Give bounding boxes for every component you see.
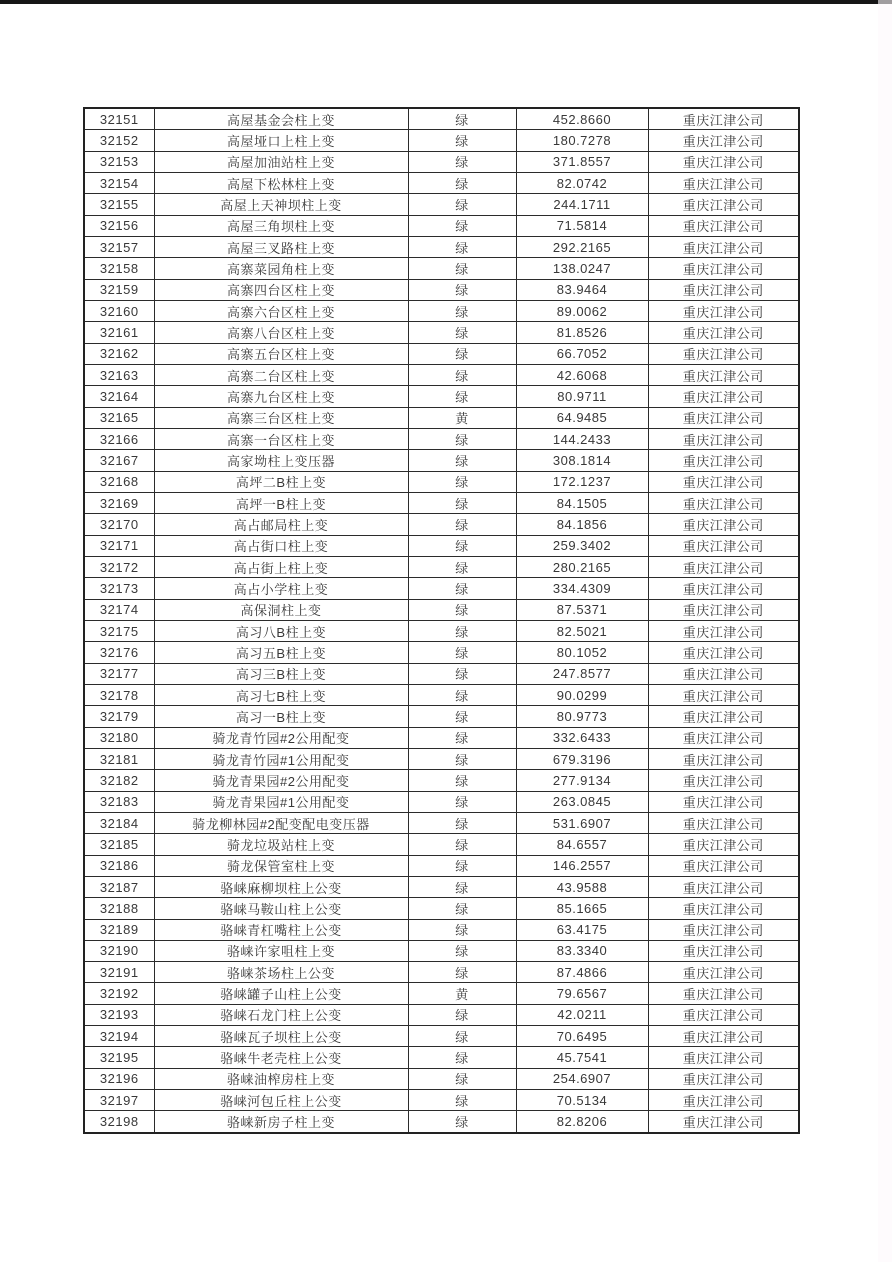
cell-record-id: 32180	[84, 727, 154, 748]
table-row	[84, 1004, 799, 1025]
cell-company: 重庆江津公司	[648, 834, 799, 855]
cell-value: 42.6068	[516, 364, 648, 385]
table-row	[84, 578, 799, 599]
table-row	[84, 1026, 799, 1047]
table-row	[84, 364, 799, 385]
cell-value: 254.6907	[516, 1068, 648, 1089]
cell-company: 重庆江津公司	[648, 386, 799, 407]
cell-status-color: 绿	[408, 898, 516, 919]
table-row	[84, 556, 799, 577]
cell-company: 重庆江津公司	[648, 215, 799, 236]
cell-record-id: 32195	[84, 1047, 154, 1068]
cell-status-color: 绿	[408, 1026, 516, 1047]
cell-status-color: 绿	[408, 386, 516, 407]
cell-company: 重庆江津公司	[648, 258, 799, 279]
transformer-table-body	[84, 108, 799, 1133]
cell-company: 重庆江津公司	[648, 898, 799, 919]
cell-value: 84.6557	[516, 834, 648, 855]
cell-record-id: 32167	[84, 450, 154, 471]
cell-value: 277.9134	[516, 770, 648, 791]
cell-status-color: 绿	[408, 322, 516, 343]
cell-record-id: 32193	[84, 1004, 154, 1025]
table-row	[84, 322, 799, 343]
cell-transformer-name: 骑龙青果园#2公用配变	[154, 770, 408, 791]
cell-record-id: 32187	[84, 876, 154, 897]
cell-company: 重庆江津公司	[648, 1004, 799, 1025]
cell-status-color: 绿	[408, 962, 516, 983]
cell-record-id: 32170	[84, 514, 154, 535]
cell-value: 263.0845	[516, 791, 648, 812]
cell-transformer-name: 高屋三角坝柱上变	[154, 215, 408, 236]
cell-value: 84.1505	[516, 492, 648, 513]
cell-status-color: 绿	[408, 535, 516, 556]
cell-record-id: 32185	[84, 834, 154, 855]
cell-record-id: 32158	[84, 258, 154, 279]
cell-record-id: 32196	[84, 1068, 154, 1089]
cell-status-color: 绿	[408, 556, 516, 577]
cell-record-id: 32174	[84, 599, 154, 620]
table-row	[84, 791, 799, 812]
cell-transformer-name: 骆崃麻柳坝柱上公变	[154, 876, 408, 897]
cell-transformer-name: 高屋三叉路柱上变	[154, 237, 408, 258]
cell-transformer-name: 高占街上柱上变	[154, 556, 408, 577]
table-row	[84, 599, 799, 620]
cell-transformer-name: 骆崃河包丘柱上公变	[154, 1090, 408, 1111]
cell-record-id: 32194	[84, 1026, 154, 1047]
cell-status-color: 绿	[408, 1047, 516, 1068]
cell-value: 138.0247	[516, 258, 648, 279]
cell-status-color: 绿	[408, 1090, 516, 1111]
cell-value: 45.7541	[516, 1047, 648, 1068]
cell-company: 重庆江津公司	[648, 1111, 799, 1133]
cell-record-id: 32192	[84, 983, 154, 1004]
cell-value: 292.2165	[516, 237, 648, 258]
cell-status-color: 绿	[408, 258, 516, 279]
cell-company: 重庆江津公司	[648, 663, 799, 684]
cell-status-color: 绿	[408, 130, 516, 151]
cell-transformer-name: 骆崃许家咀柱上变	[154, 940, 408, 961]
cell-transformer-name: 高屋加油站柱上变	[154, 151, 408, 172]
cell-record-id: 32178	[84, 684, 154, 705]
cell-record-id: 32162	[84, 343, 154, 364]
table-row	[84, 834, 799, 855]
cell-value: 146.2557	[516, 855, 648, 876]
cell-transformer-name: 高寨九台区柱上变	[154, 386, 408, 407]
table-row	[84, 940, 799, 961]
cell-record-id: 32166	[84, 428, 154, 449]
table-row	[84, 876, 799, 897]
cell-transformer-name: 骑龙垃圾站柱上变	[154, 834, 408, 855]
cell-record-id: 32157	[84, 237, 154, 258]
cell-value: 66.7052	[516, 343, 648, 364]
cell-transformer-name: 高寨二台区柱上变	[154, 364, 408, 385]
cell-transformer-name: 高习七B柱上变	[154, 684, 408, 705]
cell-status-color: 绿	[408, 237, 516, 258]
cell-transformer-name: 骑龙青竹园#1公用配变	[154, 748, 408, 769]
table-row	[84, 1090, 799, 1111]
table-row	[84, 620, 799, 641]
cell-value: 42.0211	[516, 1004, 648, 1025]
table-row	[84, 962, 799, 983]
table-row	[84, 108, 799, 130]
cell-transformer-name: 高保洞柱上变	[154, 599, 408, 620]
table-row	[84, 919, 799, 940]
cell-status-color: 绿	[408, 578, 516, 599]
cell-value: 82.5021	[516, 620, 648, 641]
table-row	[84, 151, 799, 172]
cell-transformer-name: 高寨五台区柱上变	[154, 343, 408, 364]
cell-company: 重庆江津公司	[648, 108, 799, 130]
cell-status-color: 绿	[408, 450, 516, 471]
table-row	[84, 450, 799, 471]
cell-transformer-name: 高占邮局柱上变	[154, 514, 408, 535]
cell-company: 重庆江津公司	[648, 450, 799, 471]
cell-record-id: 32164	[84, 386, 154, 407]
cell-transformer-name: 高屋下松林柱上变	[154, 173, 408, 194]
cell-record-id: 32161	[84, 322, 154, 343]
table-row	[84, 812, 799, 833]
cell-status-color: 绿	[408, 876, 516, 897]
cell-transformer-name: 高寨八台区柱上变	[154, 322, 408, 343]
cell-company: 重庆江津公司	[648, 983, 799, 1004]
cell-record-id: 32177	[84, 663, 154, 684]
cell-record-id: 32190	[84, 940, 154, 961]
cell-value: 87.4866	[516, 962, 648, 983]
table-row	[84, 407, 799, 428]
cell-company: 重庆江津公司	[648, 173, 799, 194]
cell-company: 重庆江津公司	[648, 364, 799, 385]
cell-record-id: 32169	[84, 492, 154, 513]
cell-record-id: 32156	[84, 215, 154, 236]
cell-status-color: 绿	[408, 1068, 516, 1089]
cell-value: 247.8577	[516, 663, 648, 684]
cell-value: 80.1052	[516, 642, 648, 663]
cell-company: 重庆江津公司	[648, 407, 799, 428]
cell-record-id: 32182	[84, 770, 154, 791]
table-row	[84, 770, 799, 791]
cell-transformer-name: 高习一B柱上变	[154, 706, 408, 727]
cell-status-color: 绿	[408, 215, 516, 236]
cell-status-color: 绿	[408, 364, 516, 385]
table-row	[84, 215, 799, 236]
cell-value: 180.7278	[516, 130, 648, 151]
cell-company: 重庆江津公司	[648, 876, 799, 897]
cell-company: 重庆江津公司	[648, 300, 799, 321]
cell-transformer-name: 高寨三台区柱上变	[154, 407, 408, 428]
table-row	[84, 1111, 799, 1133]
cell-value: 70.6495	[516, 1026, 648, 1047]
cell-status-color: 绿	[408, 428, 516, 449]
cell-status-color: 绿	[408, 791, 516, 812]
cell-company: 重庆江津公司	[648, 706, 799, 727]
cell-record-id: 32191	[84, 962, 154, 983]
cell-record-id: 32168	[84, 471, 154, 492]
cell-record-id: 32176	[84, 642, 154, 663]
cell-status-color: 绿	[408, 919, 516, 940]
table-row	[84, 983, 799, 1004]
cell-status-color: 绿	[408, 492, 516, 513]
table-row	[84, 343, 799, 364]
cell-company: 重庆江津公司	[648, 962, 799, 983]
table-row	[84, 386, 799, 407]
table-row	[84, 471, 799, 492]
cell-transformer-name: 骆崃油榨房柱上变	[154, 1068, 408, 1089]
cell-transformer-name: 骆崃瓦子坝柱上公变	[154, 1026, 408, 1047]
page-top-border	[0, 0, 892, 4]
cell-record-id: 32152	[84, 130, 154, 151]
cell-status-color: 绿	[408, 620, 516, 641]
cell-company: 重庆江津公司	[648, 322, 799, 343]
cell-value: 172.1237	[516, 471, 648, 492]
cell-transformer-name: 骆崃罐子山柱上公变	[154, 983, 408, 1004]
cell-company: 重庆江津公司	[648, 1090, 799, 1111]
cell-value: 531.6907	[516, 812, 648, 833]
cell-transformer-name: 高寨菜园角柱上变	[154, 258, 408, 279]
cell-transformer-name: 骆崃青杠嘴柱上公变	[154, 919, 408, 940]
cell-record-id: 32151	[84, 108, 154, 130]
cell-value: 79.6567	[516, 983, 648, 1004]
cell-value: 244.1711	[516, 194, 648, 215]
cell-company: 重庆江津公司	[648, 471, 799, 492]
cell-transformer-name: 高寨一台区柱上变	[154, 428, 408, 449]
cell-record-id: 32197	[84, 1090, 154, 1111]
cell-company: 重庆江津公司	[648, 428, 799, 449]
table-row	[84, 300, 799, 321]
cell-status-color: 绿	[408, 748, 516, 769]
cell-record-id: 32171	[84, 535, 154, 556]
cell-company: 重庆江津公司	[648, 855, 799, 876]
cell-value: 280.2165	[516, 556, 648, 577]
cell-record-id: 32181	[84, 748, 154, 769]
cell-company: 重庆江津公司	[648, 812, 799, 833]
cell-transformer-name: 骆崃石龙门柱上公变	[154, 1004, 408, 1025]
table-row	[84, 237, 799, 258]
table-row	[84, 898, 799, 919]
cell-value: 87.5371	[516, 599, 648, 620]
cell-company: 重庆江津公司	[648, 514, 799, 535]
cell-transformer-name: 高屋基金会柱上变	[154, 108, 408, 130]
cell-status-color: 黄	[408, 983, 516, 1004]
table-row	[84, 173, 799, 194]
cell-value: 81.8526	[516, 322, 648, 343]
cell-status-color: 绿	[408, 514, 516, 535]
cell-record-id: 32198	[84, 1111, 154, 1133]
cell-status-color: 绿	[408, 300, 516, 321]
cell-transformer-name: 骆崃牛老壳柱上公变	[154, 1047, 408, 1068]
cell-status-color: 绿	[408, 471, 516, 492]
cell-value: 83.9464	[516, 279, 648, 300]
cell-status-color: 绿	[408, 684, 516, 705]
cell-status-color: 绿	[408, 706, 516, 727]
cell-transformer-name: 骆崃茶场柱上公变	[154, 962, 408, 983]
cell-transformer-name: 高寨四台区柱上变	[154, 279, 408, 300]
table-row	[84, 130, 799, 151]
cell-transformer-name: 高占小学柱上变	[154, 578, 408, 599]
cell-record-id: 32163	[84, 364, 154, 385]
cell-status-color: 绿	[408, 108, 516, 130]
cell-company: 重庆江津公司	[648, 194, 799, 215]
cell-status-color: 绿	[408, 663, 516, 684]
cell-company: 重庆江津公司	[648, 237, 799, 258]
cell-transformer-name: 骆崃新房子柱上变	[154, 1111, 408, 1133]
cell-status-color: 绿	[408, 194, 516, 215]
cell-record-id: 32172	[84, 556, 154, 577]
cell-value: 452.8660	[516, 108, 648, 130]
cell-transformer-name: 骑龙柳林园#2配变配电变压器	[154, 812, 408, 833]
cell-transformer-name: 骑龙青果园#1公用配变	[154, 791, 408, 812]
cell-record-id: 32179	[84, 706, 154, 727]
table-row	[84, 428, 799, 449]
cell-status-color: 绿	[408, 173, 516, 194]
cell-value: 80.9711	[516, 386, 648, 407]
cell-company: 重庆江津公司	[648, 1026, 799, 1047]
cell-record-id: 32183	[84, 791, 154, 812]
cell-value: 70.5134	[516, 1090, 648, 1111]
cell-company: 重庆江津公司	[648, 535, 799, 556]
cell-value: 80.9773	[516, 706, 648, 727]
cell-value: 84.1856	[516, 514, 648, 535]
table-row	[84, 748, 799, 769]
cell-status-color: 绿	[408, 727, 516, 748]
cell-status-color: 绿	[408, 343, 516, 364]
cell-value: 308.1814	[516, 450, 648, 471]
cell-status-color: 绿	[408, 812, 516, 833]
cell-status-color: 绿	[408, 151, 516, 172]
cell-company: 重庆江津公司	[648, 684, 799, 705]
cell-value: 90.0299	[516, 684, 648, 705]
cell-value: 83.3340	[516, 940, 648, 961]
table-row	[84, 706, 799, 727]
cell-record-id: 32189	[84, 919, 154, 940]
cell-status-color: 绿	[408, 642, 516, 663]
cell-record-id: 32165	[84, 407, 154, 428]
cell-transformer-name: 骆崃马鞍山柱上公变	[154, 898, 408, 919]
cell-status-color: 绿	[408, 1111, 516, 1133]
cell-company: 重庆江津公司	[648, 642, 799, 663]
cell-company: 重庆江津公司	[648, 1047, 799, 1068]
transformer-table	[83, 107, 800, 1134]
cell-value: 679.3196	[516, 748, 648, 769]
cell-value: 89.0062	[516, 300, 648, 321]
cell-transformer-name: 高坪二B柱上变	[154, 471, 408, 492]
cell-company: 重庆江津公司	[648, 279, 799, 300]
table-row	[84, 1047, 799, 1068]
cell-transformer-name: 高坪一B柱上变	[154, 492, 408, 513]
table-row	[84, 535, 799, 556]
cell-status-color: 绿	[408, 855, 516, 876]
cell-record-id: 32153	[84, 151, 154, 172]
cell-company: 重庆江津公司	[648, 1068, 799, 1089]
cell-record-id: 32175	[84, 620, 154, 641]
cell-record-id: 32184	[84, 812, 154, 833]
cell-record-id: 32159	[84, 279, 154, 300]
cell-company: 重庆江津公司	[648, 578, 799, 599]
table-row	[84, 684, 799, 705]
cell-record-id: 32154	[84, 173, 154, 194]
cell-status-color: 绿	[408, 1004, 516, 1025]
cell-value: 82.0742	[516, 173, 648, 194]
cell-value: 144.2433	[516, 428, 648, 449]
cell-transformer-name: 高屋上天神坝柱上变	[154, 194, 408, 215]
table-row	[84, 855, 799, 876]
cell-company: 重庆江津公司	[648, 940, 799, 961]
cell-value: 63.4175	[516, 919, 648, 940]
cell-company: 重庆江津公司	[648, 151, 799, 172]
cell-transformer-name: 高习五B柱上变	[154, 642, 408, 663]
table-row	[84, 492, 799, 513]
cell-value: 259.3402	[516, 535, 648, 556]
cell-company: 重庆江津公司	[648, 130, 799, 151]
cell-company: 重庆江津公司	[648, 748, 799, 769]
cell-company: 重庆江津公司	[648, 770, 799, 791]
cell-value: 43.9588	[516, 876, 648, 897]
cell-value: 334.4309	[516, 578, 648, 599]
cell-record-id: 32173	[84, 578, 154, 599]
cell-value: 82.8206	[516, 1111, 648, 1133]
cell-status-color: 绿	[408, 770, 516, 791]
table-row	[84, 514, 799, 535]
cell-status-color: 黄	[408, 407, 516, 428]
cell-status-color: 绿	[408, 599, 516, 620]
table-row	[84, 279, 799, 300]
cell-transformer-name: 高寨六台区柱上变	[154, 300, 408, 321]
cell-company: 重庆江津公司	[648, 343, 799, 364]
cell-transformer-name: 高家坳柱上变压器	[154, 450, 408, 471]
cell-transformer-name: 骑龙青竹园#2公用配变	[154, 727, 408, 748]
cell-company: 重庆江津公司	[648, 620, 799, 641]
cell-status-color: 绿	[408, 834, 516, 855]
cell-transformer-name: 高习三B柱上变	[154, 663, 408, 684]
cell-transformer-name: 高占街口柱上变	[154, 535, 408, 556]
cell-transformer-name: 高习八B柱上变	[154, 620, 408, 641]
page-right-edge	[878, 0, 892, 1262]
cell-company: 重庆江津公司	[648, 791, 799, 812]
cell-record-id: 32186	[84, 855, 154, 876]
cell-value: 332.6433	[516, 727, 648, 748]
cell-transformer-name: 高屋垭口上柱上变	[154, 130, 408, 151]
cell-record-id: 32155	[84, 194, 154, 215]
cell-value: 85.1665	[516, 898, 648, 919]
cell-company: 重庆江津公司	[648, 492, 799, 513]
cell-transformer-name: 骑龙保管室柱上变	[154, 855, 408, 876]
table-row	[84, 642, 799, 663]
cell-company: 重庆江津公司	[648, 727, 799, 748]
cell-record-id: 32160	[84, 300, 154, 321]
cell-record-id: 32188	[84, 898, 154, 919]
cell-value: 371.8557	[516, 151, 648, 172]
table-row	[84, 258, 799, 279]
table-row	[84, 194, 799, 215]
table-row	[84, 663, 799, 684]
cell-status-color: 绿	[408, 279, 516, 300]
cell-status-color: 绿	[408, 940, 516, 961]
cell-company: 重庆江津公司	[648, 599, 799, 620]
table-row	[84, 1068, 799, 1089]
cell-company: 重庆江津公司	[648, 556, 799, 577]
cell-value: 64.9485	[516, 407, 648, 428]
cell-value: 71.5814	[516, 215, 648, 236]
cell-company: 重庆江津公司	[648, 919, 799, 940]
table-row	[84, 727, 799, 748]
